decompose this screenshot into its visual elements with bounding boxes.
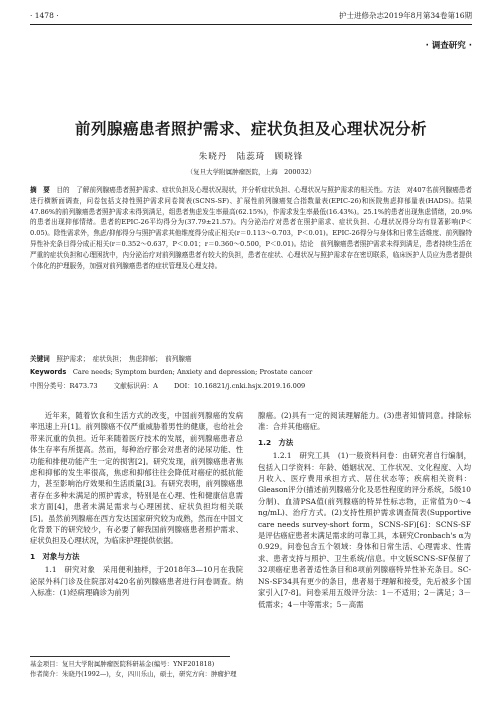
intro-paragraph: 近年来，随着饮食和生活方式的改变，中国前列腺癌的发病率迅速上升[1]。前列腺癌不仅严重威胁着男性的健康，也给社会带来沉重的负担。近年来随着医疗技术的发展，前列腺癌患者总体生存率有所提高。然而，每种治疗都会对患者的泌尿功能、性功能和排便功能产生一定的损害[2]。研究发现，前列腺癌患者焦虑和抑郁的发生率很高，焦虑和抑郁往往会降低对癌症的抵抗能力，甚至影响治疗效果和生活质量[3]。有研究表明，前列腺癌患者存在多种未满足的照护需求，特别是在心理、性和健康信息需求方面[4]，患者未满足需求与心理困扰、症状负担均相关联[5]。虽然前列腺癌在西方发达国家研究较为成熟，然而在中国文化背景下的研究较少，有必要了解我国前列腺癌患者照护需求、症状负担及心理状况，为临床护理提供依据。 [30,411,243,546]
page-number: · 1478 · [30,11,59,20]
section-tag: · 调查研究 · [425,41,472,51]
running-header [30,10,472,25]
article-title: 前列腺癌患者照护需求、症状负担及心理状况分析 [74,120,427,138]
keywords-text: 照护需求； 症状负担； 焦虑抑郁； 前列腺癌 [56,355,192,363]
keywords-en-label: Keywords [30,368,67,376]
footnote [30,656,472,679]
journal-citation: 护士进修杂志2019年8月第34卷第16期 [339,11,472,20]
criteria-paragraph: 腺癌。(2)具有一定的阅读理解能力。(3)患者知情同意。排除标准：合并其他癌症。 [258,411,471,432]
keywords-label: 关键词 [30,355,50,363]
classification-line [30,381,472,391]
abstract-text: 目的 了解前列腺癌患者照护需求、症状负担及心理状况现状，并分析症状负担、心理状况与照护需求的相关性。方法 对407名前列腺癌患者进行横断面调查，问卷包括支持性照护需求问卷简表(SCNS-SF)、扩展性前列腺癌复合指数量表(EPIC-26)和医院焦虑抑郁量表(HADS)。结果 47.86%的前列腺癌患者照护需求未得到满足，组患者焦虑发生率最高(62.15%)，作需求发生率最低(16.43%)。25.1%的患者出现焦虑情绪，20.9%的患者出现抑郁情绪。患者的EPIC-26平均得分为(37.79±21.57)。内分泌治疗对患者在照护需求、症状负担、心理状况得分均有显著影响(P＜0.05)。除性需求外，焦虑/抑郁得分与照护需求其他维度得分成正相关(r＝0.113～0.703，P＜0.01)。EPIC-26得分与身体和日常生活维度、前列腺特异性补充条目得分成正相关(r＝0.352～0.637，P＜0.01；r＝0.360～0.500，P＜0.01)。结论 前列腺癌患者照护需求未得到满足，患者持续生活在严重的症状负担和心理困扰中，内分泌治疗对前列腺癌患者有较大的负担，患者在症状、心理状况与照护需求存在密切联系，临床医护人员应为患者提供个体化的护理服务，加强对前列腺癌患者的症状管理及心理支持。 [30,186,479,270]
author-list: 朱晓丹 陆蕊琦 顾晓锋 [198,152,304,162]
author-note: 作者简介：朱晓丹(1992—)，女，四川乐山，硕士，研究方向：肿瘤护理 [30,670,237,678]
section-heading-methods: 1 对象与方法 [30,551,80,561]
subjects-paragraph: 1.1 研究对象 采用便利抽样，于2018年3—10月在我院泌尿外科门诊及住院部对420名前列腺癌患者进行问卷调查。纳入标准：(1)经病理确诊为前列 [30,565,243,598]
clc-number: 中图分类号：R473.73 [30,382,98,390]
affiliation: （复旦大学附属肿瘤医院，上海 200032） [186,168,316,176]
doi: DOI：10.16821/j.cnki.hsjx.2019.16.009 [173,382,306,390]
abstract [30,185,479,271]
keywords [30,354,472,364]
body-column-left [30,410,243,599]
document-code: 文献标识码：A [113,382,158,390]
keywords-en-text: Care needs; Symptom burden; Anxiety and depression; Prostate cancer [72,368,313,376]
instruments-paragraph: 1.2.1 研究工具 (1)一般资料问卷：由研究者自行编制，包括入口学资料：年龄、婚姻状况、工作状况、文化程度、入均月收入、医疗费用承担方式、居住状态等；疾病相关资料：Gleason评分(描述前列腺癌分化及恶性程度的评分系统，5级10分制)、血清PSA值(前列腺癌的特异性标志物，正常值为0～4 ng/mL)、治疗方式。(2)支持性照护需求调查简表(Supportive care needs survey-short form，SCNS-SF)[6]：SCNS-SF是评估癌症患者未满足需求的可靠工具，本研究Cronbach's α为0.929。问卷包含五个领域：身体和日常生活、心理需求、性需求、患者支持与照护、卫生系统/信息。中文版SCNS-SF保留了32项癌症患者普适性条目和8项前列腺癌特异性补充条目。SC-NS-SF34具有更少的条目，患者易于理解和接受，先后被多个国家引入[7-8]。问卷采用五级评分法：1－不适用；2－满足；3－低需求；4－中等需求；5－高需 [258,451,471,609]
subsection-heading-method: 1.2 方法 [258,437,294,447]
body-column-right [258,410,471,610]
keywords-en [30,367,472,377]
fund-note: 基金项目：复旦大学附属肿瘤医院科研基金(编号：YNF201818) [30,660,215,668]
abstract-label: 摘 要 [30,186,50,194]
